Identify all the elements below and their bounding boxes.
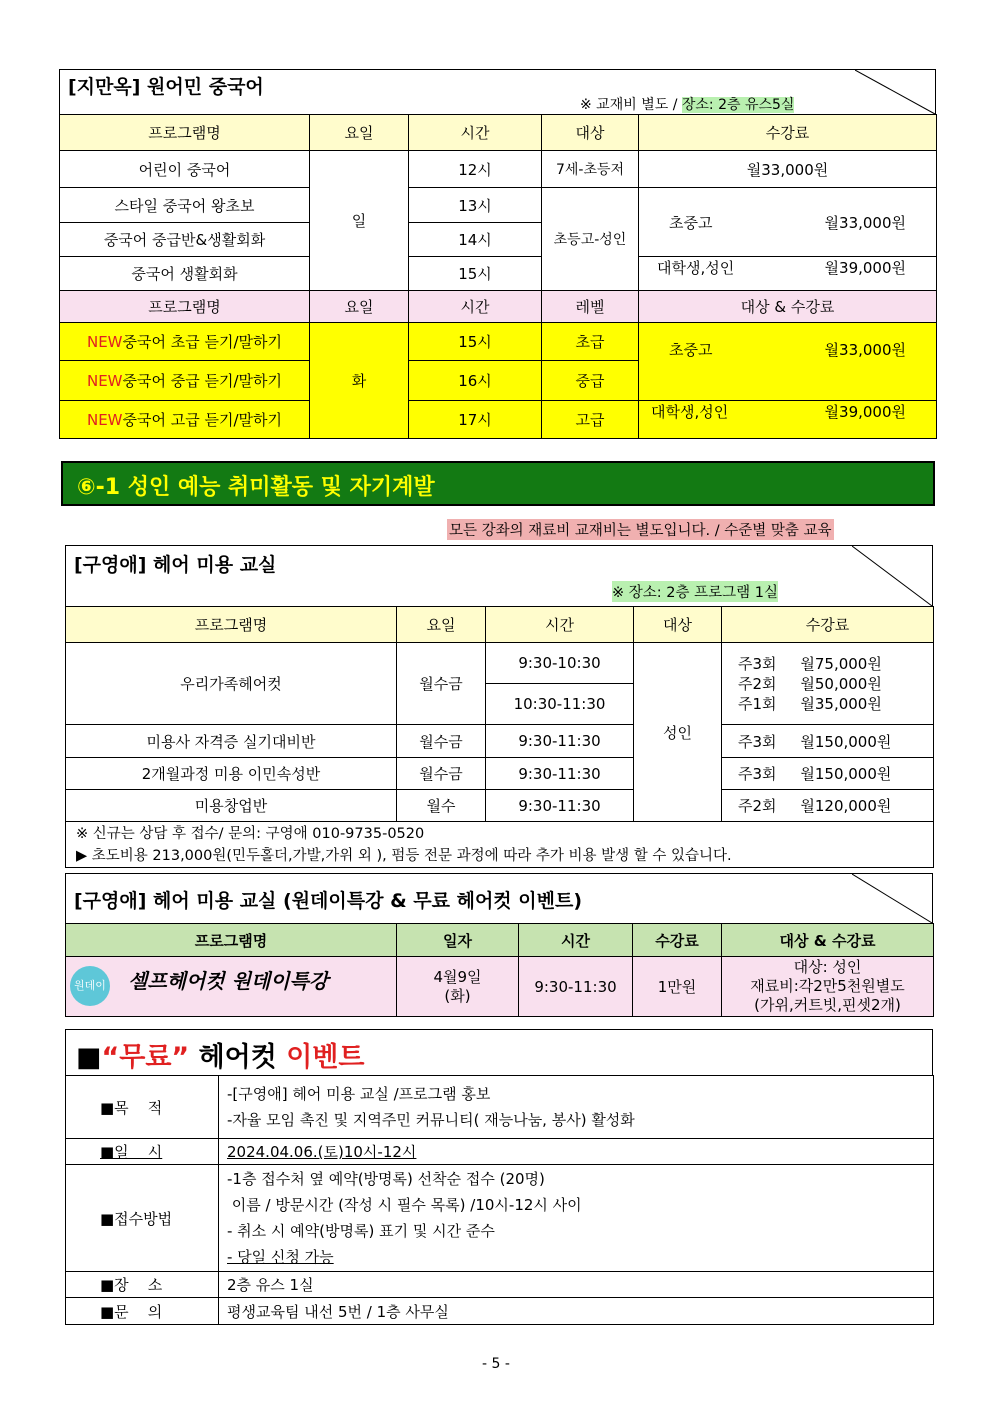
hair-table (65, 606, 934, 868)
time-cell: 17시 (409, 401, 542, 439)
fee-value: 월39,000원 (824, 259, 906, 277)
section-notice: 모든 강좌의 재료비 교재비는 별도입니다. / 수준별 맞춤 교육 (447, 519, 834, 540)
hair-notes (66, 822, 934, 868)
th-program: 프로그램명 (60, 115, 310, 151)
new-badge: NEW (86, 411, 123, 429)
event-label-text: ■일 시 (100, 1143, 163, 1161)
new-badge: NEW (86, 372, 123, 390)
time-cell: 14시 (409, 223, 542, 257)
time-cell: 15시 (409, 323, 542, 361)
th-date: 일자 (397, 924, 519, 957)
event-line (227, 1244, 933, 1270)
event-title-free: “무료” (101, 1042, 190, 1073)
fee-label: 대학생,성인 (651, 403, 729, 421)
target-cell (722, 957, 934, 1017)
time-cell: 10:30-11:30 (486, 684, 634, 725)
event-title (76, 1035, 364, 1074)
fee-label: 초중고 (669, 213, 713, 232)
program-name: 미용사 자격증 실기대비반 (66, 725, 397, 758)
program-name: 중국어 생활회화 (60, 257, 310, 291)
event-line: -1층 접수처 옆 예약(방명록) 선착순 접수 (20명) (227, 1170, 545, 1188)
new-program-name (60, 361, 310, 401)
program-name: 어린이 중국어 (60, 151, 310, 188)
hair-place: ※ 장소: 2층 프로그램 1실 (612, 581, 778, 602)
event-line: 2024.04.06.(토)10시-12시 (227, 1143, 417, 1161)
freq: 주3회 (738, 765, 777, 783)
th-time: 시간 (486, 607, 634, 643)
chinese-note (580, 94, 794, 114)
section-header (61, 461, 935, 506)
new-program-label: 중국어 중급 듣기/말하기 (122, 372, 283, 390)
day-cell: 월수 (397, 790, 486, 822)
th-day: 요일 (310, 115, 409, 151)
event-line-text: - 당일 신청 가능 (227, 1248, 334, 1266)
fee-cell-a (639, 188, 937, 257)
fee-line (738, 674, 933, 694)
event-value (219, 1165, 934, 1272)
page-number: - 5 - (482, 1356, 510, 1372)
oneday-program-name: 셀프헤어컷 원데이특강 (128, 969, 329, 993)
corner-tab-decoration (852, 546, 932, 608)
hair-title-box (65, 545, 933, 607)
target-cell: 초등고-성인 (542, 188, 639, 291)
fee-value: 월33,000원 (824, 341, 906, 359)
program-name: 중국어 중급반&생활회화 (60, 223, 310, 257)
time-cell: 9:30-10:30 (486, 643, 634, 684)
program-name: 스타일 중국어 왕초보 (60, 188, 310, 223)
fee-cell: 월33,000원 (639, 151, 937, 188)
fee: 월120,000원 (800, 797, 892, 815)
day-cell: 월수금 (397, 758, 486, 790)
event-label: ■목 적 (66, 1076, 219, 1139)
date-cell (397, 957, 519, 1017)
event-title-end: 이벤트 (286, 1042, 365, 1073)
event-label: ■문 의 (66, 1298, 219, 1325)
th-target: 대상 (542, 115, 639, 151)
th-day: 요일 (310, 291, 409, 323)
chinese-title: [지만옥] 원어민 중국어 (68, 76, 264, 98)
fee-line (738, 694, 933, 714)
new-program-label: 중국어 고급 듣기/말하기 (122, 411, 283, 429)
fee-cell (722, 758, 934, 790)
event-value (219, 1076, 934, 1139)
freq: 주2회 (738, 797, 777, 815)
new-badge: NEW (86, 333, 123, 351)
fee: 월150,000원 (800, 732, 892, 751)
new-program-name (60, 323, 310, 361)
th-program: 프로그램명 (60, 291, 310, 323)
time-cell: 9:30-11:30 (519, 957, 633, 1017)
th-fee: 수강료 (639, 115, 937, 151)
time-cell: 13시 (409, 188, 542, 223)
new-program-name (60, 401, 310, 439)
hair-note-2: ▶ 초도비용 213,000원(민두홀더,가발,가위 외 ), 펌등 전문 과정에 따라 추가 비용 발생 할 수 있습니다. (76, 847, 732, 864)
event-line: -자율 모임 촉진 및 지역주민 커뮤니티( 재능나눔, 봉사) 활성화 (227, 1111, 635, 1129)
fee-cell (722, 790, 934, 822)
oneday-logo (70, 966, 110, 1006)
freq: 주3회 (738, 732, 777, 751)
logo-text: 원데이 (74, 979, 106, 992)
program-name: 우리가족헤어컷 (66, 643, 397, 725)
target-cell: 성인 (634, 643, 722, 822)
corner-tab-decoration (855, 70, 935, 116)
new-program-label: 중국어 초급 듣기/말하기 (122, 333, 283, 351)
fee-cell: 1만원 (633, 957, 722, 1017)
fee2-cell-a (639, 323, 937, 401)
program-name: 미용창업반 (66, 790, 397, 822)
date-line: (화) (444, 986, 471, 1005)
target-line: 재료비:각2만5천원별도 (750, 977, 905, 995)
event-title-box (65, 1029, 933, 1076)
day-cell: 화 (310, 323, 409, 439)
th-target: 대상 (634, 607, 722, 643)
time-cell: 12시 (409, 151, 542, 188)
date-line: 4월9일 (433, 967, 482, 986)
event-table (65, 1075, 934, 1325)
event-label: ■접수방법 (66, 1165, 219, 1272)
event-label (66, 1139, 219, 1165)
th-fee: 수강료 (633, 924, 722, 957)
event-value (219, 1139, 934, 1165)
fee: 월75,000원 (800, 654, 882, 673)
event-value: 평생교육팀 내선 5번 / 1층 사무실 (219, 1298, 934, 1325)
fee-value: 월33,000원 (824, 213, 906, 232)
time-cell: 9:30-11:30 (486, 790, 634, 822)
chinese-title-box (59, 69, 936, 115)
th-fee: 수강료 (722, 607, 934, 643)
fee: 월150,000원 (800, 765, 892, 783)
corner-tab-decoration (852, 874, 932, 925)
th-time: 시간 (409, 291, 542, 323)
event-value: 2층 유스 1실 (219, 1272, 934, 1298)
chinese-table (59, 114, 937, 439)
event-title-mid: 헤어컷 (189, 1042, 287, 1073)
th-target-fee: 대상 & 수강료 (639, 291, 937, 323)
time-cell: 9:30-11:30 (486, 725, 634, 758)
section-title: ⑥-1 성인 예능 취미활동 및 자기계발 (77, 475, 435, 500)
hair-title: [구영애] 헤어 미용 교실 (74, 554, 277, 576)
time-cell: 9:30-11:30 (486, 758, 634, 790)
event-label: ■장 소 (66, 1272, 219, 1298)
th-time: 시간 (409, 115, 542, 151)
event-line: 이름 / 방문시간 (작성 시 필수 목록) /10시-12시 사이 (227, 1196, 582, 1214)
level-cell: 중급 (542, 361, 639, 401)
fee2-cell-b (639, 401, 937, 439)
th-day: 요일 (397, 607, 486, 643)
fee-label: 초중고 (669, 341, 713, 359)
day-cell: 일 (310, 151, 409, 291)
event-line: - 취소 시 예약(방명록) 표기 및 시간 준수 (227, 1222, 495, 1240)
th-time: 시간 (519, 924, 633, 957)
event-title-mark: ■ (76, 1042, 102, 1073)
hair-note-1: ※ 신규는 상담 후 접수/ 문의: 구영애 010-9735-0520 (76, 825, 425, 842)
th-program: 프로그램명 (66, 924, 397, 957)
event-line: -[구영애] 헤어 미용 교실 /프로그램 홍보 (227, 1085, 491, 1103)
freq: 주3회 (738, 654, 777, 673)
oneday-title: [구영애] 헤어 미용 교실 (원데이특강 & 무료 헤어컷 이벤트) (74, 890, 583, 912)
time-cell: 15시 (409, 257, 542, 291)
freq: 주2회 (738, 674, 777, 693)
fee: 월50,000원 (800, 674, 882, 693)
fee: 월35,000원 (800, 694, 882, 713)
target-cell: 7세-초등저 (542, 151, 639, 188)
th-program: 프로그램명 (66, 607, 397, 643)
fee-cell (722, 725, 934, 758)
chinese-note-text: ※ 교재비 별도 / (580, 97, 682, 113)
fee-cell (722, 643, 934, 725)
time-cell: 16시 (409, 361, 542, 401)
program-name: 2개월과정 미용 이민속성반 (66, 758, 397, 790)
target-line: 대상: 성인 (793, 958, 862, 976)
fee-line (738, 654, 933, 674)
th-level: 레벨 (542, 291, 639, 323)
oneday-title-box (65, 873, 933, 924)
oneday-table (65, 923, 934, 1017)
day-cell: 월수금 (397, 643, 486, 725)
level-cell: 고급 (542, 401, 639, 439)
level-cell: 초급 (542, 323, 639, 361)
fee-value: 월39,000원 (824, 403, 906, 421)
fee-cell-b (639, 257, 937, 291)
oneday-program (66, 957, 397, 1017)
chinese-place: 장소: 2층 유스5실 (681, 97, 795, 113)
fee-label: 대학생,성인 (657, 259, 735, 277)
target-line: (가위,커트빗,핀셋2개) (754, 996, 901, 1014)
freq: 주1회 (738, 694, 777, 713)
th-target-fee: 대상 & 수강료 (722, 924, 934, 957)
day-cell: 월수금 (397, 725, 486, 758)
